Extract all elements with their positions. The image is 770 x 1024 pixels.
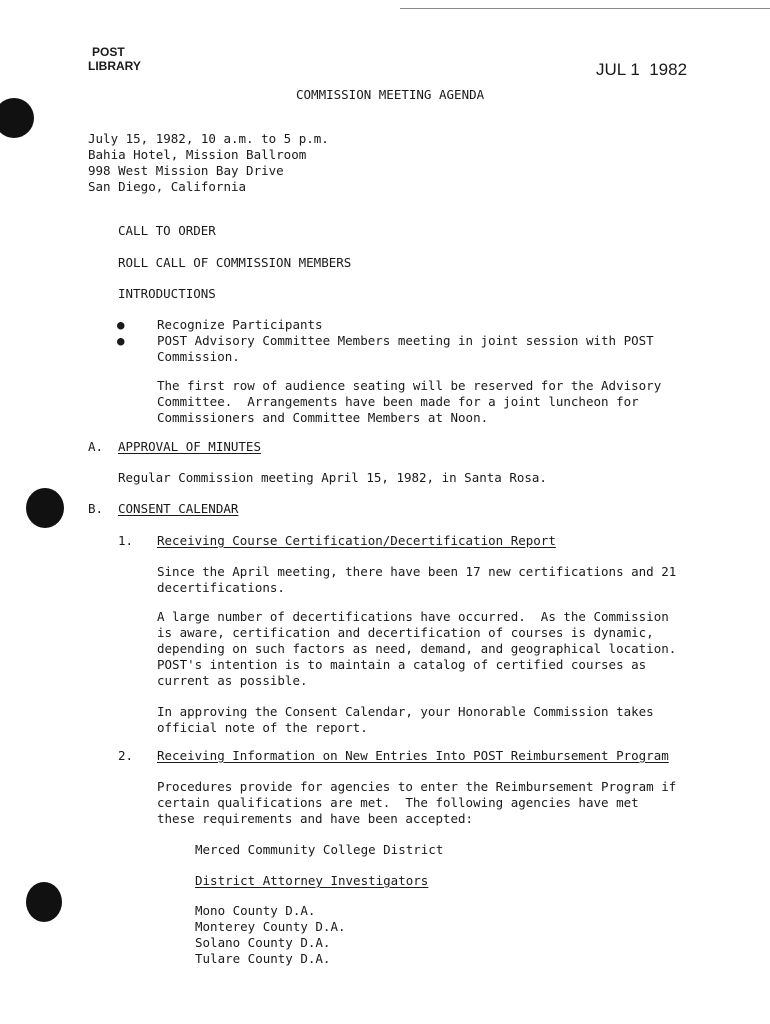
punch-hole-top [0, 98, 34, 138]
item2-p1-line: these requirements and have been accepted: [157, 811, 474, 826]
roll-call: ROLL CALL OF COMMISSION MEMBERS [118, 255, 352, 270]
section-a-heading: APPROVAL OF MINUTES [118, 439, 261, 454]
item1-p2-line: is aware, certification and decertification of courses is dynamic, [157, 625, 654, 640]
item2-number: 2. [118, 748, 134, 763]
agency-group-heading: District Attorney Investigators [195, 873, 429, 888]
section-b-letter: B. [88, 501, 104, 516]
section-a-letter: A. [88, 439, 104, 454]
meeting-date: July 15, 1982, 10 a.m. to 5 p.m. [88, 131, 329, 146]
intro-note-line: Committee. Arrangements have been made for a joint luncheon for [157, 394, 639, 409]
item1-p2-line: A large number of decertifications have occurred. As the Commission [157, 609, 669, 624]
agency-da: Solano County D.A. [195, 935, 331, 950]
agency-da: Tulare County D.A. [195, 951, 331, 966]
item1-heading: Receiving Course Certification/Decertification Report [157, 533, 556, 548]
bullet-advisory: POST Advisory Committee Members meeting in joint session with POST [157, 333, 654, 348]
punch-hole-middle [26, 488, 64, 528]
item2-p1-line: Procedures provide for agencies to enter the Reimbursement Program if [157, 779, 677, 794]
agency-da: Monterey County D.A. [195, 919, 346, 934]
item2-heading: Receiving Information on New Entries Into POST Reimbursement Program [157, 748, 669, 763]
item1-p1-line: Since the April meeting, there have been 17 new certifications and 21 [157, 564, 677, 579]
bullet-icon: ● [117, 317, 125, 332]
intro-note-line: Commissioners and Committee Members at Noon. [157, 410, 489, 425]
item1-number: 1. [118, 533, 134, 548]
top-edge-line [400, 8, 770, 9]
intro-note-line: The first row of audience seating will be reserved for the Advisory [157, 378, 662, 393]
item1-p3-line: official note of the report. [157, 720, 368, 735]
meeting-address: 998 West Mission Bay Drive [88, 163, 284, 178]
agency-da: Mono County D.A. [195, 903, 316, 918]
page-title: COMMISSION MEETING AGENDA [296, 87, 485, 102]
item1-p2-line: depending on such factors as need, demand, and geographical location. [157, 641, 677, 656]
item1-p2-line: POST's intention is to maintain a catalog of certified courses as [157, 657, 647, 672]
introductions-heading: INTRODUCTIONS [118, 286, 216, 301]
agency-merced: Merced Community College District [195, 842, 444, 857]
meeting-venue: Bahia Hotel, Mission Ballroom [88, 147, 307, 162]
section-b-heading: CONSENT CALENDAR [118, 501, 239, 516]
bullet-recognize: Recognize Participants [157, 317, 323, 332]
punch-hole-bottom [26, 882, 62, 922]
meeting-city: San Diego, California [88, 179, 247, 194]
item1-p2-line: current as possible. [157, 673, 308, 688]
library-stamp-line1: POST [92, 45, 125, 59]
bullet-icon: ● [117, 333, 125, 348]
call-to-order: CALL TO ORDER [118, 223, 216, 238]
item1-p1-line: decertifications. [157, 580, 285, 595]
item1-p3-line: In approving the Consent Calendar, your Honorable Commission takes [157, 704, 654, 719]
item2-p1-line: certain qualifications are met. The following agencies have met [157, 795, 639, 810]
date-received-stamp: JUL 1 1982 [596, 60, 688, 79]
library-stamp-line2: LIBRARY [88, 59, 141, 73]
section-a-text: Regular Commission meeting April 15, 1982, in Santa Rosa. [118, 470, 547, 485]
bullet-advisory-cont: Commission. [157, 349, 240, 364]
